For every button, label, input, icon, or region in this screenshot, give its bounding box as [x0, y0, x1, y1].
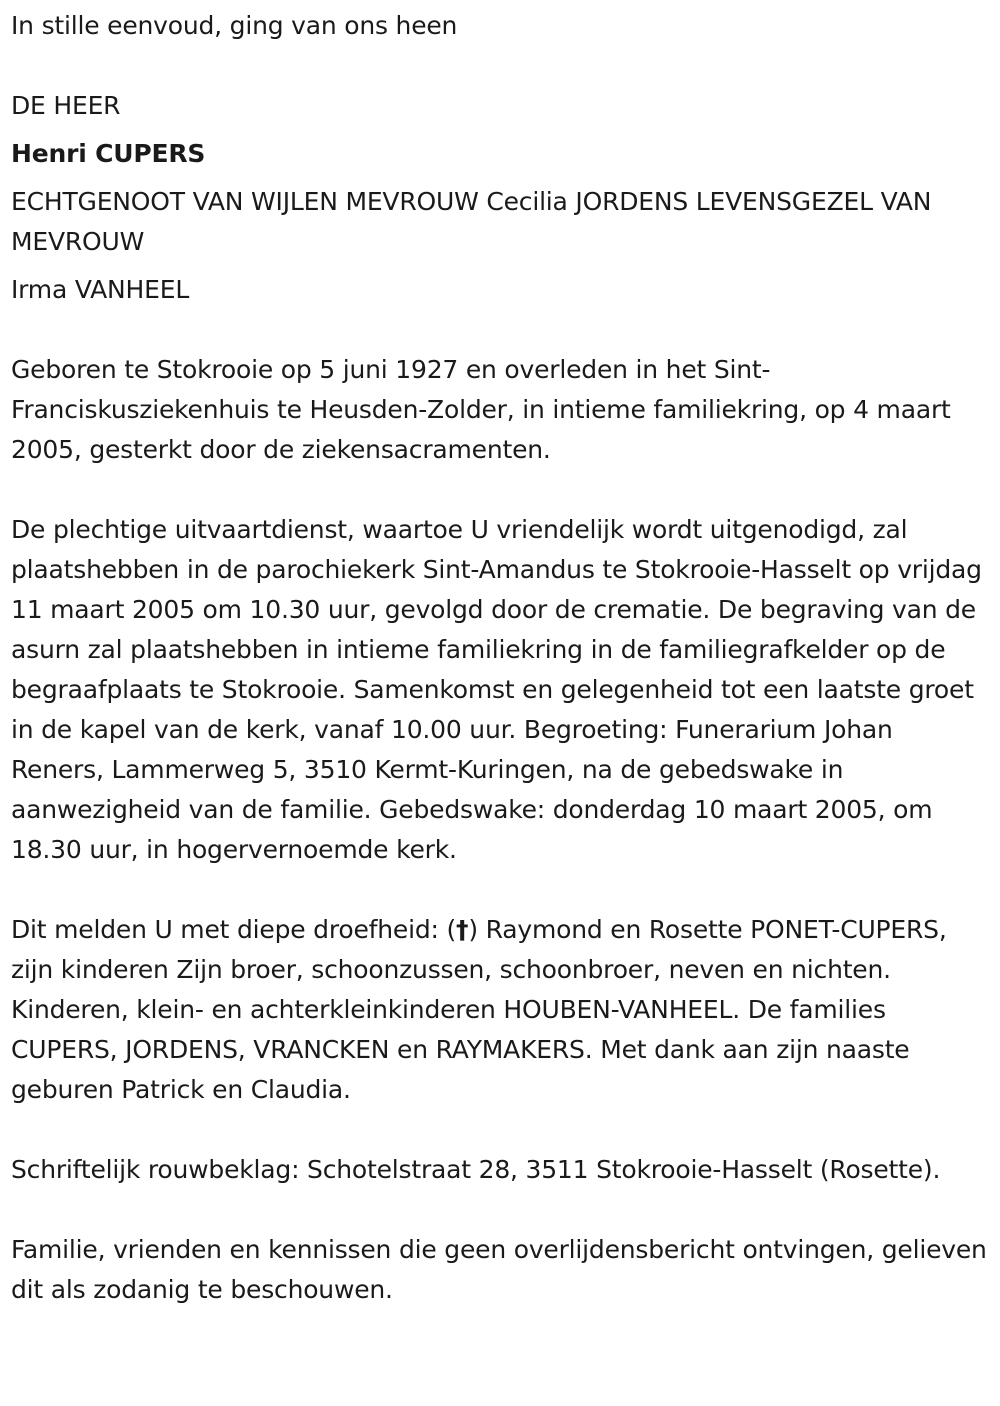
birth-death-paragraph: Geboren te Stokrooie op 5 juni 1927 en overleden in het Sint-Franciskusziekenhuis te Heusden-Zolder, in intieme familiekring, op 4 maart 2005, gesterkt door de ziekensacramenten. — [11, 355, 951, 464]
partner-name: Irma VANHEEL — [11, 275, 190, 304]
obituary-notice — [11, 6, 991, 1310]
family-prefix: Dit melden U met diepe droefheid: ( — [11, 915, 457, 944]
funeral-paragraph: De plechtige uitvaartdienst, waartoe U vriendelijk wordt uitgenodigd, zal plaatshebben in de parochiekerk Sint-Amandus te Stokrooie-Hasselt op vrijdag 11 maart 2005 om 10.30 uur, gevolgd door de crematie. De begraving van de asurn zal plaatshebben in intieme familiekring in de familiegrafkelder op de begraafplaats te Stokrooie. Samenkomst en gelegenheid tot een laatste groet in de kapel van de kerk, vanaf 10.00 uur. Begroeting: Funerarium Johan Reners, Lammerweg 5, 3510 Kermt-Kuringen, na de gebedswake in aanwezigheid van de familie. Gebedswake: donderdag 10 maart 2005, om 18.30 uur, in hogervernoemde kerk. — [11, 515, 982, 864]
family-suffix: ) Raymond en Rosette PONET-CUPERS, zijn kinderen Zijn broer, schoonzussen, schoonbroer, neven en nichten. Kinderen, klein- en achterkleinkinderen HOUBEN-VANHEEL. De families CUPERS, JORDENS, VRANCKEN en RAYMAKERS. Met dank aan zijn naaste geburen Patrick en Claudia. — [11, 915, 947, 1104]
cross-icon: † — [456, 915, 469, 944]
title-text: DE HEER — [11, 91, 121, 120]
family-paragraph — [11, 910, 991, 1110]
deceased-name: Henri CUPERS — [11, 139, 206, 168]
intro-text: In stille eenvoud, ging van ons heen — [11, 11, 458, 40]
relation-text: ECHTGENOOT VAN WIJLEN MEVROUW Cecilia JORDENS LEVENSGEZEL VAN MEVROUW — [11, 187, 932, 256]
condolences-paragraph: Schriftelijk rouwbeklag: Schotelstraat 28, 3511 Stokrooie-Hasselt (Rosette). — [11, 1155, 941, 1184]
closing-paragraph: Familie, vrienden en kennissen die geen overlijdensbericht ontvingen, gelieven dit als zodanig te beschouwen. — [11, 1235, 987, 1304]
